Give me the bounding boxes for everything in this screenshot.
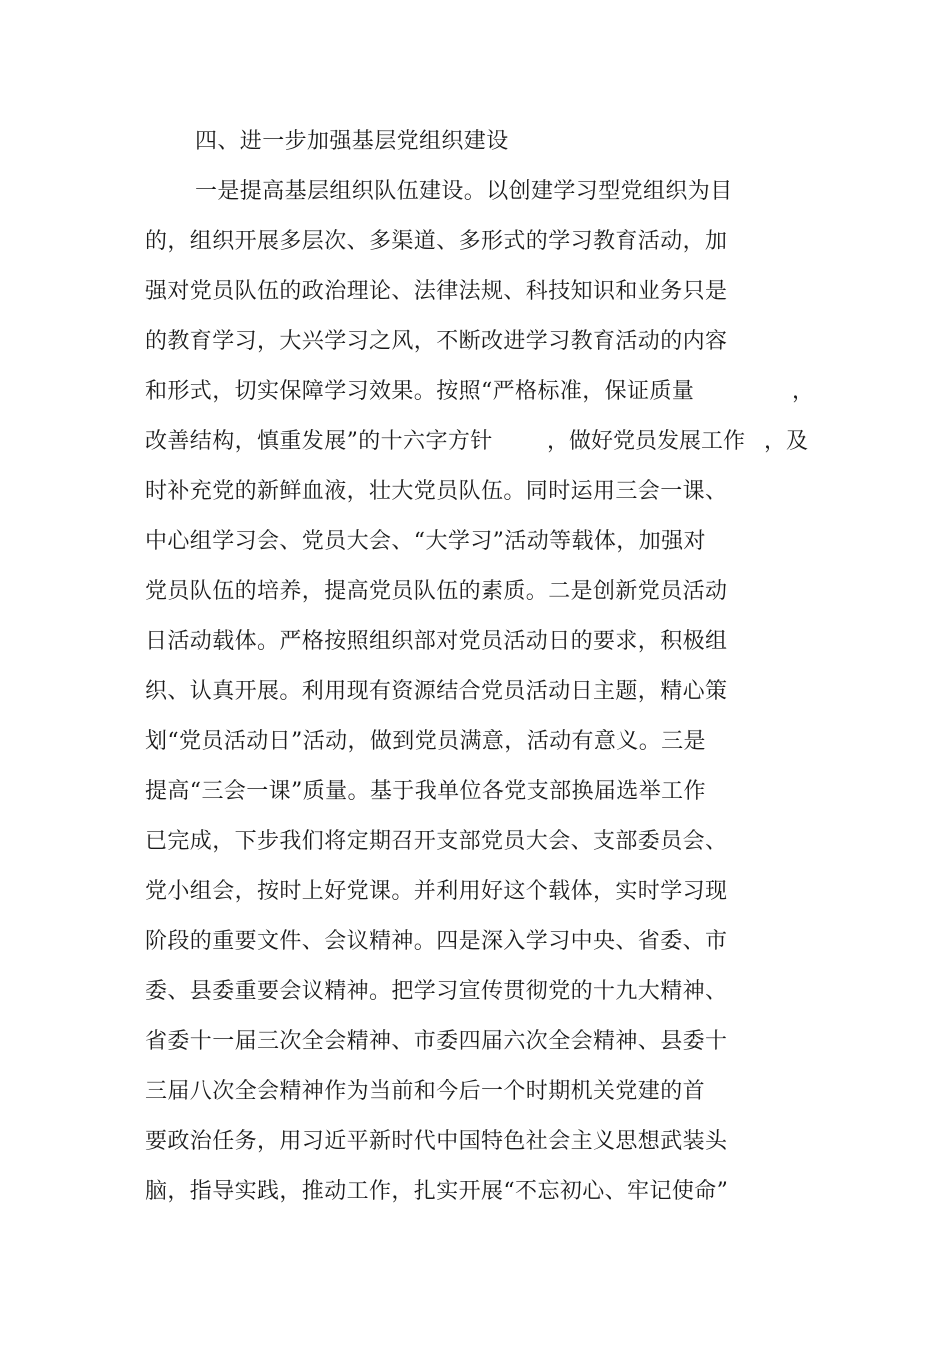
paragraph-line: 提高“三会一课”质量。基于我单位各党支部换届选举工作 [145,779,706,804]
paragraph-line: 改善结构，慎重发展”的十六字方针 [145,429,493,454]
paragraph-line: 和形式，切实保障学习效果。按照“严格标准，保证质量 [145,379,695,404]
paragraph-fragment: ，及 [764,429,809,454]
paragraph-line: 日活动载体。严格按照组织部对党员活动日的要求，积极组 [145,629,728,654]
paragraph-fragment: ，做好党员发展工作 [547,429,746,454]
paragraph-line: 划“党员活动日”活动，做到党员满意，活动有意义。三是 [145,729,706,754]
paragraph-line: 脑，指导实践，推动工作，扎实开展“不忘初心、牢记使命” [145,1179,729,1204]
paragraph-line: 一是提高基层组织队伍建设。以创建学习型党组织为目 [195,179,733,204]
paragraph-fragment: ， [792,379,815,404]
paragraph-line: 要政治任务，用习近平新时代中国特色社会主义思想武装头 [145,1129,728,1154]
paragraph-line: 已完成，下步我们将定期召开支部党员大会、支部委员会、 [145,829,728,854]
section-heading: 四、进一步加强基层党组织建设 [195,129,509,154]
paragraph-line: 省委十一届三次全会精神、市委四届六次全会精神、县委十 [145,1029,728,1054]
paragraph-line: 委、县委重要会议精神。把学习宣传贯彻党的十九大精神、 [145,979,728,1004]
paragraph-line: 党员队伍的培养，提高党员队伍的素质。二是创新党员活动 [145,579,728,604]
paragraph-line: 的教育学习，大兴学习之风，不断改进学习教育活动的内容 [145,329,728,354]
paragraph-line: 织、认真开展。利用现有资源结合党员活动日主题，精心策 [145,679,728,704]
paragraph-line: 党小组会，按时上好党课。并利用好这个载体，实时学习现 [145,879,728,904]
paragraph-line: 中心组学习会、党员大会、“大学习”活动等载体，加强对 [145,529,706,554]
paragraph-line: 强对党员队伍的政治理论、法律法规、科技知识和业务只是 [145,279,728,304]
paragraph-line: 时补充党的新鲜血液，壮大党员队伍。同时运用三会一课、 [145,479,728,504]
paragraph-line: 阶段的重要文件、会议精神。四是深入学习中央、省委、市 [145,929,728,954]
paragraph-line: 的，组织开展多层次、多渠道、多形式的学习教育活动，加 [145,229,728,254]
paragraph-line: 三届八次全会精神作为当前和今后一个时期机关党建的首 [145,1079,706,1104]
